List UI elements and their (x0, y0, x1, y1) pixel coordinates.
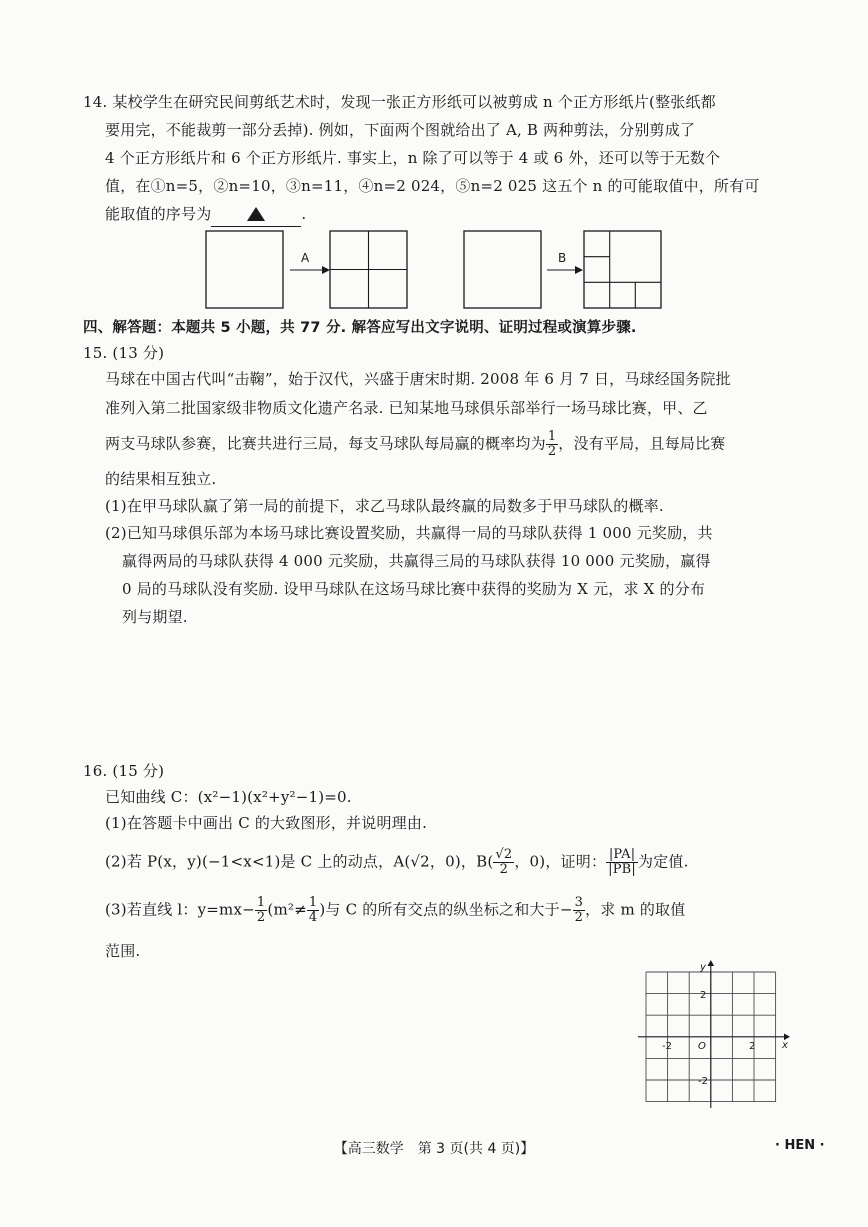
q14-figures (200, 228, 670, 312)
q15-header: 15. (13 分) (83, 344, 165, 362)
fraction-one-quarter: $\frac{1}{4}$ (308, 895, 318, 925)
q16-header: 16. (15 分) (83, 762, 165, 780)
q14-line5-text: 能取值的序号为 (105, 205, 212, 223)
fraction-sqrt2-over-2: $\frac{√2}{2}$ (495, 847, 513, 877)
fraction-three-halves: $\frac{3}{2}$ (574, 895, 584, 925)
q15-p2: 准列入第二批国家级非物质文化遗产名录. 已知某地马球俱乐部举行一场马球比赛，甲、乙 (105, 399, 708, 417)
fraction-one-half: $\frac{1}{2}$ (547, 429, 557, 459)
q16-s3a: (3)若直线 l：y=mx− (105, 900, 255, 919)
page-footer: 【高三数学 第 3 页(共 4 页)】 (333, 1141, 535, 1157)
q14-line1: 14. 某校学生在研究民间剪纸艺术时，发现一张正方形纸可以被剪成 n 个正方形纸片(整张纸都 (83, 93, 716, 111)
q16-s3b: (m²≠ (267, 900, 307, 919)
q16-s3 (105, 896, 685, 925)
q15-s2d: 列与期望. (122, 608, 188, 626)
q16-s3e: 范围. (105, 942, 141, 960)
q15-s2b: 赢得两局的马球队获得 4 000 元奖励，共赢得三局的马球队获得 10 000 元奖励，赢得 (122, 552, 711, 570)
q16-s2c: 为定值. (638, 852, 689, 871)
footer-code: · HEN · (775, 1138, 825, 1153)
tick-x-pos-2: 2 (749, 1041, 756, 1052)
q15-p1: 马球在中国古代叫“击鞠”，始于汉代，兴盛于唐宋时期. 2008 年 6 月 7 日，马球经国务院批 (105, 370, 731, 388)
figure-a-original-square (206, 231, 283, 308)
figure-b-cut-square (584, 231, 661, 308)
triangle-icon (247, 207, 265, 221)
figure-b-original-square (464, 231, 541, 308)
q14-line5 (105, 202, 306, 227)
q16-s3c: )与 C 的所有交点的纵坐标之和大于− (319, 900, 573, 919)
section4-heading: 四、解答题：本题共 5 小题，共 77 分. 解答应写出文字说明、证明过程或演算步骤. (83, 320, 637, 336)
q15-s1: (1)在甲马球队赢了第一局的前提下，求乙马球队最终赢的局数多于甲马球队的概率. (105, 497, 664, 515)
q15-s2a: (2)已知马球俱乐部为本场马球比赛设置奖励，共赢得一局的马球队获得 1 000 元奖励，共 (105, 524, 713, 542)
q15-s2c: 0 局的马球队没有奖励. 设甲马球队在这场马球比赛中获得的奖励为 X 元，求 X 的分布 (122, 580, 706, 598)
q15-p3a: 两支马球队参赛，比赛共进行三局，每支马球队每局赢的概率均为 (105, 434, 546, 453)
origin-label: O (698, 1041, 706, 1052)
q16-s1: (1)在答题卡中画出 C 的大致图形，并说明理由. (105, 814, 428, 832)
label-b: B (558, 251, 567, 265)
label-a: A (301, 251, 310, 265)
q14-line2: 要用完，不能裁剪一部分丢掉). 例如，下面两个图就给出了 A, B 两种剪法，分别剪成了 (105, 121, 696, 139)
figure-a-cut-square (330, 231, 407, 308)
q16-s2 (105, 848, 689, 877)
x-axis-label: x (782, 1040, 788, 1051)
q16-s3d: ，求 m 的取值 (585, 900, 686, 919)
y-axis (708, 960, 715, 1108)
q15-p3 (105, 430, 726, 459)
q16-p1: 已知曲线 C：(x²−1)(x²+y²−1)=0. (105, 788, 352, 806)
tick-x-neg-2: -2 (662, 1041, 672, 1052)
q14-line4: 值，在①n=5，②n=10，③n=11，④n=2 024，⑤n=2 025 这五个 n 的可能取值中，所有可 (105, 177, 760, 195)
q16-s2b: ，0)，证明： (514, 852, 607, 871)
answer-blank (211, 202, 301, 227)
tick-y-pos-2: 2 (700, 990, 707, 1001)
y-axis-label: y (700, 962, 706, 973)
tick-y-neg-2: -2 (698, 1076, 708, 1087)
q15-p4: 的结果相互独立. (105, 470, 217, 488)
arrow-b (547, 266, 583, 274)
fraction-pa-over-pb: $\frac{|PA|}{|PB|}$ (608, 847, 637, 877)
x-axis (638, 1034, 790, 1041)
q14-line5-end: . (301, 205, 307, 223)
q16-s2a: (2)若 P(x，y)(−1<x<1)是 C 上的动点，A(√2，0)，B( (105, 852, 494, 871)
fraction-one-half-line: $\frac{1}{2}$ (256, 895, 266, 925)
q14-line3: 4 个正方形纸片和 6 个正方形纸片. 事实上，n 除了可以等于 4 或 6 外，还可以等于无数个 (105, 149, 721, 167)
q15-p3b: ，没有平局，且每局比赛 (558, 434, 726, 453)
coordinate-grid (632, 958, 792, 1110)
arrow-a (290, 266, 330, 274)
